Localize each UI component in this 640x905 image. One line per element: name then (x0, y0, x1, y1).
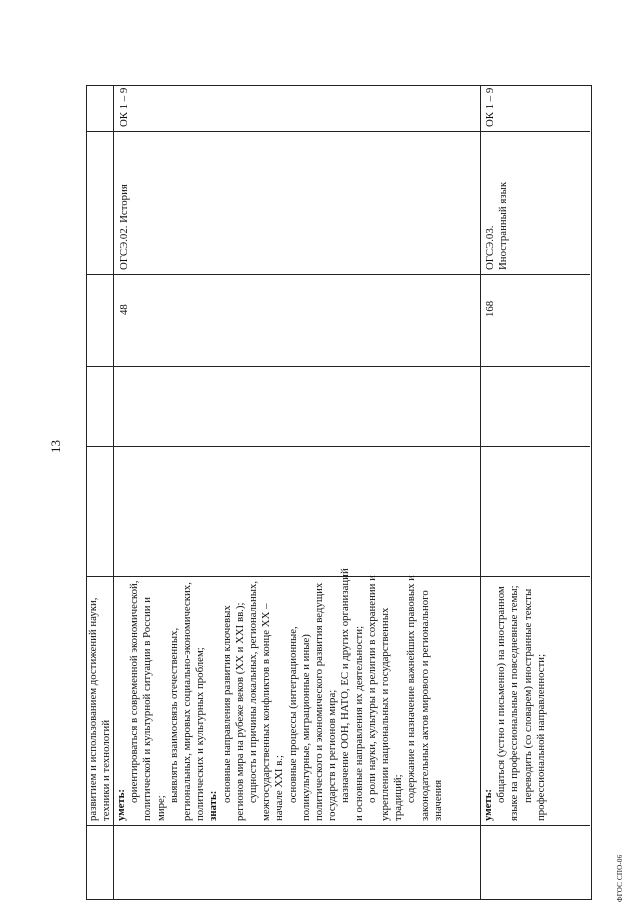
discipline-name: Иностранный язык (497, 181, 510, 270)
text-line: политического и экономического развития ведущих (313, 582, 326, 821)
column-divider (86, 274, 590, 275)
text-line: знать: (207, 790, 220, 821)
text-line: значения (431, 779, 444, 821)
column-divider (86, 366, 590, 367)
competence-code: ОК 1 – 9 (484, 87, 496, 127)
text-line: общаться (устно и письменно) на иностранном (495, 586, 508, 803)
text-line: начале XXI в.; (273, 754, 286, 821)
hours-value: 48 (118, 304, 130, 315)
text-line: развитием и использованием достижений науки, (87, 597, 99, 821)
page-number: 13 (48, 440, 63, 453)
row-2-competence (484, 88, 497, 127)
text-line: основные процессы (интеграционные, (286, 626, 299, 803)
text-line: ориентироваться в современной экономической, (128, 580, 141, 803)
discipline-name: ОГСЭ.02. История (118, 184, 130, 270)
row-1-text (115, 568, 445, 821)
row-1-hours (118, 304, 131, 315)
text-line: уметь: (115, 788, 127, 821)
text-line: выявлять взаимосвязь отечественных, (167, 627, 180, 803)
row-2-discipline (484, 182, 510, 270)
column-divider (86, 446, 590, 447)
text-line: традиций; (392, 774, 405, 821)
text-line: основные направления развития ключевых (220, 605, 233, 803)
footer-code: ФГОС СПО-06 (616, 854, 624, 902)
text-line: мире; (154, 795, 167, 821)
text-line: техники и технологий (100, 719, 113, 821)
text-line: уметь: (482, 788, 494, 821)
column-divider (86, 131, 590, 132)
text-line: профессиональной направленности; (534, 653, 547, 821)
row-2-hours (484, 301, 497, 317)
text-line: переводить (со словарем) иностранные тексты (521, 588, 534, 803)
hours-value: 168 (484, 300, 496, 317)
text-line: политических и культурных проблем; (194, 647, 207, 821)
row-2-text (482, 585, 548, 821)
text-line: содержание и назначение важнейших правовых и (405, 575, 418, 803)
text-line: сущность и причины локальных, региональных, (247, 580, 260, 803)
row-1-competence (118, 88, 131, 127)
text-line: региональных, мировых социально-экономических, (181, 582, 194, 821)
row-0-text (87, 597, 113, 821)
row-divider (480, 86, 481, 900)
text-line: законодательных актов мирового и регионального (418, 590, 431, 821)
text-line: межгосударственных конфликтов в конце XX – (260, 603, 273, 821)
discipline-code: ОГСЭ.03. (484, 225, 496, 270)
text-line: регионов мира на рубеже веков (XX и XXI вв.); (233, 602, 246, 821)
text-line: о роли науки, культуры и религии в сохранении и (365, 575, 378, 803)
text-line: назначение ООН, НАТО, ЕС и других организаций (339, 568, 352, 803)
text-line: языке на профессиональные и повседневные темы; (508, 585, 521, 821)
text-line: поликультурные, миграционные и иные) (299, 634, 312, 821)
competence-code: ОК 1 – 9 (118, 87, 130, 127)
column-divider (86, 825, 590, 826)
text-line: и основные направления их деятельности; (352, 625, 365, 821)
text-line: укреплении национальных и государственных (379, 607, 392, 821)
text-line: политической и культурной ситуации в России и (141, 596, 154, 821)
row-1-discipline (118, 184, 131, 270)
text-line: государств и регионов мира; (326, 689, 339, 821)
